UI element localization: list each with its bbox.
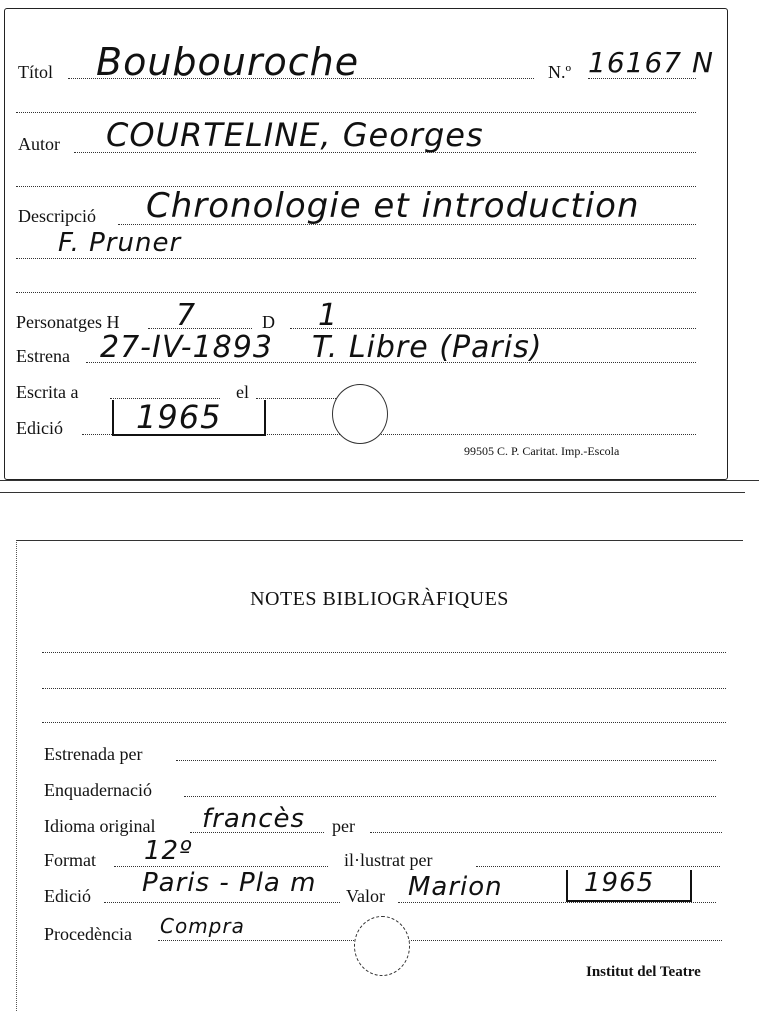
titol-value: Boubouroche (96, 40, 360, 84)
el-line (256, 398, 336, 399)
notes-line-2 (42, 688, 726, 689)
descripcio-value-2: F. Pruner (58, 228, 182, 258)
edicio-label-back: Edició (44, 886, 91, 906)
titol-label: Títol (18, 62, 53, 82)
blank-line-3 (16, 292, 696, 293)
personatges-label: Personatges H (16, 312, 120, 332)
estrenada-line (176, 760, 716, 761)
personatges-h-line (148, 328, 252, 329)
blank-line-1 (16, 112, 696, 113)
escrita-label: Escrita a (16, 382, 79, 402)
procedencia-label: Procedència (44, 924, 132, 944)
idioma-label: Idioma original (44, 816, 156, 836)
descripcio-value-1: Chronologie et introduction (146, 186, 640, 226)
edicio-line-back (104, 902, 340, 903)
edicio-year: 1965 (584, 868, 655, 898)
el-label: el (236, 382, 249, 402)
autor-label: Autor (18, 134, 60, 154)
printer-imprint: 99505 C. P. Caritat. Imp.-Escola (464, 444, 620, 458)
card-edge-bottom (0, 492, 745, 493)
valor-value: Marion (408, 872, 503, 902)
estrenada-label: Estrenada per (44, 744, 143, 764)
notes-heading: NOTES BIBLIOGRÀFIQUES (250, 588, 509, 610)
edicio-year-bracket-right (684, 870, 692, 902)
enquadernacio-line (184, 796, 716, 797)
procedencia-line (158, 940, 722, 941)
edicio-value-front: 1965 (136, 398, 222, 436)
edicio-bracket-right (258, 400, 266, 436)
valor-label: Valor (346, 886, 385, 906)
per-label: per (332, 816, 355, 836)
format-line (114, 866, 328, 867)
enquadernacio-label: Enquadernació (44, 780, 152, 800)
notes-line-3 (42, 722, 726, 723)
estrena-date: 27-IV-1893 (100, 330, 273, 365)
descripcio-line-2 (16, 258, 696, 259)
estrena-place: T. Libre (Paris) (312, 330, 543, 365)
format-value: 12º (144, 836, 193, 866)
notes-line-1 (42, 652, 726, 653)
descripcio-label: Descripció (18, 206, 96, 226)
num-line (588, 78, 696, 79)
edicio-label-front: Edició (16, 418, 63, 438)
personatges-h-value: 7 (176, 298, 197, 333)
autor-value: COURTELINE, Georges (106, 116, 484, 154)
illustrat-label: il·lustrat per (344, 850, 433, 870)
card-edge-top (0, 480, 759, 481)
per-line (370, 832, 722, 833)
punch-hole-back (354, 916, 410, 976)
edicio-place: Paris - Pla m (142, 868, 317, 898)
personatges-d-value: 1 (318, 298, 339, 333)
num-label: N.º (548, 62, 572, 82)
personatges-d-line (290, 328, 696, 329)
valor-line (398, 902, 716, 903)
d-label: D (262, 312, 275, 332)
format-label: Format (44, 850, 96, 870)
illustrat-line (476, 866, 720, 867)
punch-hole-front (332, 384, 388, 444)
procedencia-value: Compra (160, 914, 245, 938)
institut-imprint: Institut del Teatre (586, 964, 701, 980)
estrena-label: Estrena (16, 346, 70, 366)
idioma-value: francès (202, 804, 306, 834)
num-value: 16167 N (588, 46, 714, 79)
